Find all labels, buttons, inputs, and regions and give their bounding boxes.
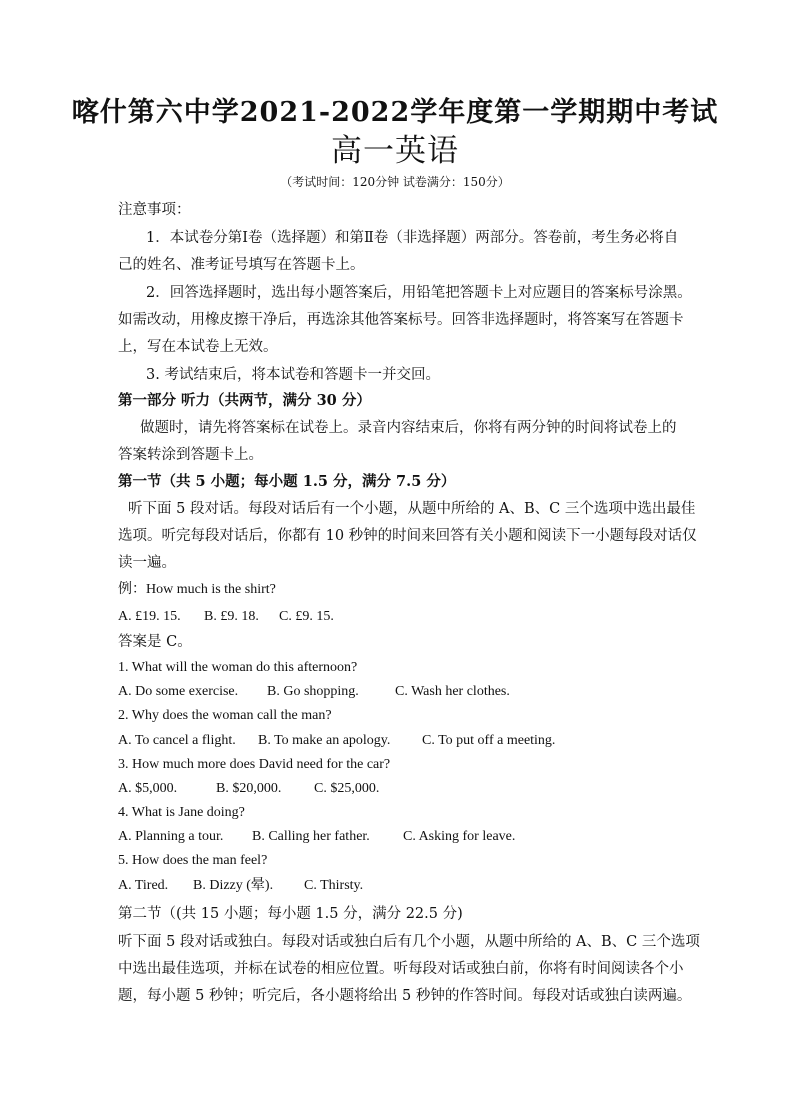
section2-heading: 第二节（(共 15 小题；每小题 1.5 分，满分 22.5 分) — [118, 906, 463, 922]
q5-option-c: C. Thirsty. — [304, 878, 364, 893]
exam-meta: （考试时间：120分钟 试卷满分：150分） — [280, 175, 510, 189]
part1-heading: 第一部分 听力（共两节，满分 30 分） — [118, 392, 371, 409]
q1-option-a: A. Do some exercise. — [118, 684, 239, 699]
q3-options — [118, 779, 379, 799]
q1-option-c: C. Wash her clothes. — [395, 684, 510, 699]
part1-intro-b: 答案转涂到答题卡上。 — [118, 447, 263, 463]
q2-option-c: C. To put off a meeting. — [422, 733, 556, 748]
exam-title: 喀什第六中学2021-2022学年度第一学期期中考试 — [71, 97, 719, 128]
q3-option-b: B. $20,000. — [216, 781, 282, 796]
q1-option-b: B. Go shopping. — [267, 684, 359, 699]
q4-option-b: B. Calling her father. — [252, 829, 370, 844]
q2-options — [118, 731, 555, 751]
section2-intro-c: 题，每小题 5 秒钟；听完后，各小题将给出 5 秒钟的作答时间。每段对话或独白读两遍。 — [118, 988, 692, 1004]
q4-option-a: A. Planning a tour. — [118, 829, 224, 844]
q5-options — [118, 876, 363, 896]
section1-intro-a: 听下面 5 段对话。每段对话后有一个小题，从题中所给的 A、B、C 三个选项中选出最佳 — [128, 501, 696, 517]
q4-text: 4. What is Jane doing? — [118, 805, 245, 820]
section1-heading: 第一节（共 5 小题；每小题 1.5 分，满分 7.5 分） — [118, 473, 456, 490]
q5-option-a: A. Tired. — [118, 878, 169, 893]
notes-item-2a: 2．回答选择题时，选出每小题答案后，用铅笔把答题卡上对应题目的答案标号涂黑。 — [146, 285, 692, 301]
exam-subject: 高一英语 — [331, 133, 459, 169]
section2-intro-b: 中选出最佳选项，并标在试卷的相应位置。听每段对话或独白前，你将有时间阅读各个小 — [118, 961, 684, 977]
notes-heading: 注意事项： — [118, 202, 191, 218]
example-option-b: B. £9. 18. — [204, 609, 259, 624]
q3-option-c: C. $25,000. — [314, 781, 380, 796]
q2-text: 2. Why does the woman call the man? — [118, 708, 332, 723]
notes-item-1a: 1．本试卷分第Ⅰ卷（选择题）和第Ⅱ卷（非选择题）两部分。答卷前，考生务必将自 — [146, 230, 679, 246]
section2-intro-a: 听下面 5 段对话或独白。每段对话或独白后有几个小题，从题中所给的 A、B、C 三个选项 — [118, 934, 700, 950]
q4-option-c: C. Asking for leave. — [403, 829, 516, 844]
notes-item-2b: 如需改动，用橡皮擦干净后，再选涂其他答案标号。回答非选择题时，将答案写在答题卡 — [118, 312, 684, 328]
example-options — [118, 607, 334, 627]
q1-options — [118, 682, 510, 702]
example-question: 例：How much is the shirt? — [118, 582, 276, 597]
section1-intro-c: 读一遍。 — [118, 555, 176, 571]
section1-intro-b: 选项。听完每段对话后，你都有 10 秒钟的时间来回答有关小题和阅读下一小题每段对话仅 — [118, 528, 697, 544]
q1-text: 1. What will the woman do this afternoon? — [118, 660, 358, 675]
notes-item-2c: 上，写在本试卷上无效。 — [118, 339, 278, 355]
part1-intro-a: 做题时，请先将答案标在试卷上。录音内容结束后，你将有两分钟的时间将试卷上的 — [140, 420, 677, 436]
q5-option-b: B. Dizzy (晕). — [193, 878, 274, 893]
example-answer: 答案是 C。 — [118, 634, 192, 650]
example-option-a: A. £19. 15. — [118, 609, 181, 624]
q4-options — [118, 827, 515, 847]
q2-option-a: A. To cancel a flight. — [118, 733, 236, 748]
q5-text: 5. How does the man feel? — [118, 853, 268, 868]
notes-item-1b: 己的姓名、准考证号填写在答题卡上。 — [118, 257, 365, 273]
q2-option-b: B. To make an apology. — [258, 733, 391, 748]
q3-text: 3. How much more does David need for the car? — [118, 757, 391, 772]
q3-option-a: A. $5,000. — [118, 781, 178, 796]
example-option-c: C. £9. 15. — [279, 609, 334, 624]
notes-item-3: 3. 考试结束后，将本试卷和答题卡一并交回。 — [146, 367, 440, 383]
